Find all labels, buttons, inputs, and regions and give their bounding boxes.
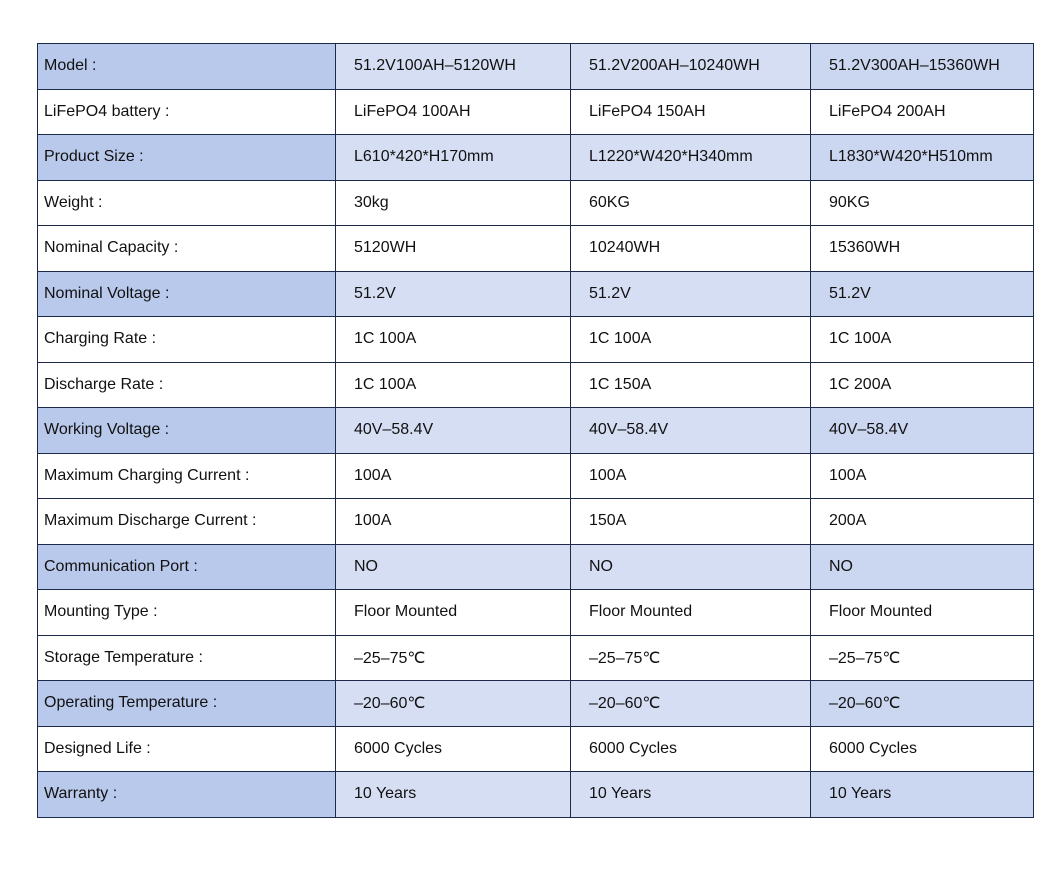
spec-value-cell: 6000 Cycles [811, 726, 1034, 772]
row-label: Product Size : [38, 135, 336, 181]
spec-value-cell: 100A [811, 453, 1034, 499]
spec-value-cell: 1C 100A [336, 317, 571, 363]
table-row [38, 499, 1034, 545]
table-row [38, 681, 1034, 727]
spec-value-cell: –20–60℃ [811, 681, 1034, 727]
spec-value-cell: LiFePO4 150AH [571, 89, 811, 135]
spec-value-cell: 40V–58.4V [571, 408, 811, 454]
table-row [38, 726, 1034, 772]
spec-value-cell: 51.2V300AH–15360WH [811, 44, 1034, 90]
battery-spec-table [37, 43, 1034, 818]
spec-value-cell: 1C 200A [811, 362, 1034, 408]
table-row [38, 362, 1034, 408]
table-row [38, 226, 1034, 272]
row-label: Discharge Rate : [38, 362, 336, 408]
table-row [38, 544, 1034, 590]
table-row [38, 271, 1034, 317]
spec-value-cell: 6000 Cycles [336, 726, 571, 772]
row-label: Mounting Type : [38, 590, 336, 636]
spec-value-cell: –25–75℃ [336, 635, 571, 681]
table-row [38, 772, 1034, 818]
spec-value-cell: 40V–58.4V [811, 408, 1034, 454]
row-label: Maximum Discharge Current : [38, 499, 336, 545]
spec-value-cell: 100A [336, 453, 571, 499]
spec-value-cell: LiFePO4 200AH [811, 89, 1034, 135]
row-label: Nominal Voltage : [38, 271, 336, 317]
spec-value-cell: LiFePO4 100AH [336, 89, 571, 135]
row-label: Storage Temperature : [38, 635, 336, 681]
row-label: Warranty : [38, 772, 336, 818]
spec-value-cell: 1C 100A [811, 317, 1034, 363]
spec-value-cell: 90KG [811, 180, 1034, 226]
spec-value-cell: 10240WH [571, 226, 811, 272]
spec-value-cell: 10 Years [336, 772, 571, 818]
table-row [38, 635, 1034, 681]
spec-value-cell: Floor Mounted [336, 590, 571, 636]
table-row [38, 317, 1034, 363]
row-label: Nominal Capacity : [38, 226, 336, 272]
spec-value-cell: 60KG [571, 180, 811, 226]
spec-value-cell: Floor Mounted [571, 590, 811, 636]
spec-value-cell: 15360WH [811, 226, 1034, 272]
spec-value-cell: 100A [571, 453, 811, 499]
spec-value-cell: NO [571, 544, 811, 590]
row-label: Model : [38, 44, 336, 90]
table-row [38, 89, 1034, 135]
spec-table-body [38, 44, 1034, 818]
spec-value-cell: L1220*W420*H340mm [571, 135, 811, 181]
row-label: Operating Temperature : [38, 681, 336, 727]
spec-value-cell: 100A [336, 499, 571, 545]
spec-value-cell: 200A [811, 499, 1034, 545]
spec-value-cell: NO [336, 544, 571, 590]
spec-value-cell: 51.2V [571, 271, 811, 317]
row-label: Designed Life : [38, 726, 336, 772]
spec-value-cell: 6000 Cycles [571, 726, 811, 772]
spec-value-cell: 150A [571, 499, 811, 545]
table-row [38, 453, 1034, 499]
table-row [38, 135, 1034, 181]
table-row [38, 408, 1034, 454]
spec-value-cell: –25–75℃ [571, 635, 811, 681]
spec-value-cell: –20–60℃ [571, 681, 811, 727]
table-row [38, 180, 1034, 226]
spec-value-cell: 5120WH [336, 226, 571, 272]
spec-value-cell: 1C 100A [571, 317, 811, 363]
row-label: Communication Port : [38, 544, 336, 590]
spec-value-cell: L1830*W420*H510mm [811, 135, 1034, 181]
spec-value-cell: 51.2V100AH–5120WH [336, 44, 571, 90]
spec-value-cell: 10 Years [571, 772, 811, 818]
spec-value-cell: 30kg [336, 180, 571, 226]
spec-value-cell: –25–75℃ [811, 635, 1034, 681]
spec-value-cell: 1C 100A [336, 362, 571, 408]
row-label: Charging Rate : [38, 317, 336, 363]
spec-value-cell: 51.2V [336, 271, 571, 317]
spec-value-cell: 40V–58.4V [336, 408, 571, 454]
row-label: Maximum Charging Current : [38, 453, 336, 499]
row-label: Working Voltage : [38, 408, 336, 454]
row-label: Weight : [38, 180, 336, 226]
spec-value-cell: 1C 150A [571, 362, 811, 408]
spec-value-cell: NO [811, 544, 1034, 590]
table-row [38, 590, 1034, 636]
table-row [38, 44, 1034, 90]
spec-value-cell: L610*420*H170mm [336, 135, 571, 181]
spec-value-cell: 51.2V200AH–10240WH [571, 44, 811, 90]
spec-value-cell: 10 Years [811, 772, 1034, 818]
spec-value-cell: Floor Mounted [811, 590, 1034, 636]
row-label: LiFePO4 battery : [38, 89, 336, 135]
spec-value-cell: 51.2V [811, 271, 1034, 317]
spec-value-cell: –20–60℃ [336, 681, 571, 727]
